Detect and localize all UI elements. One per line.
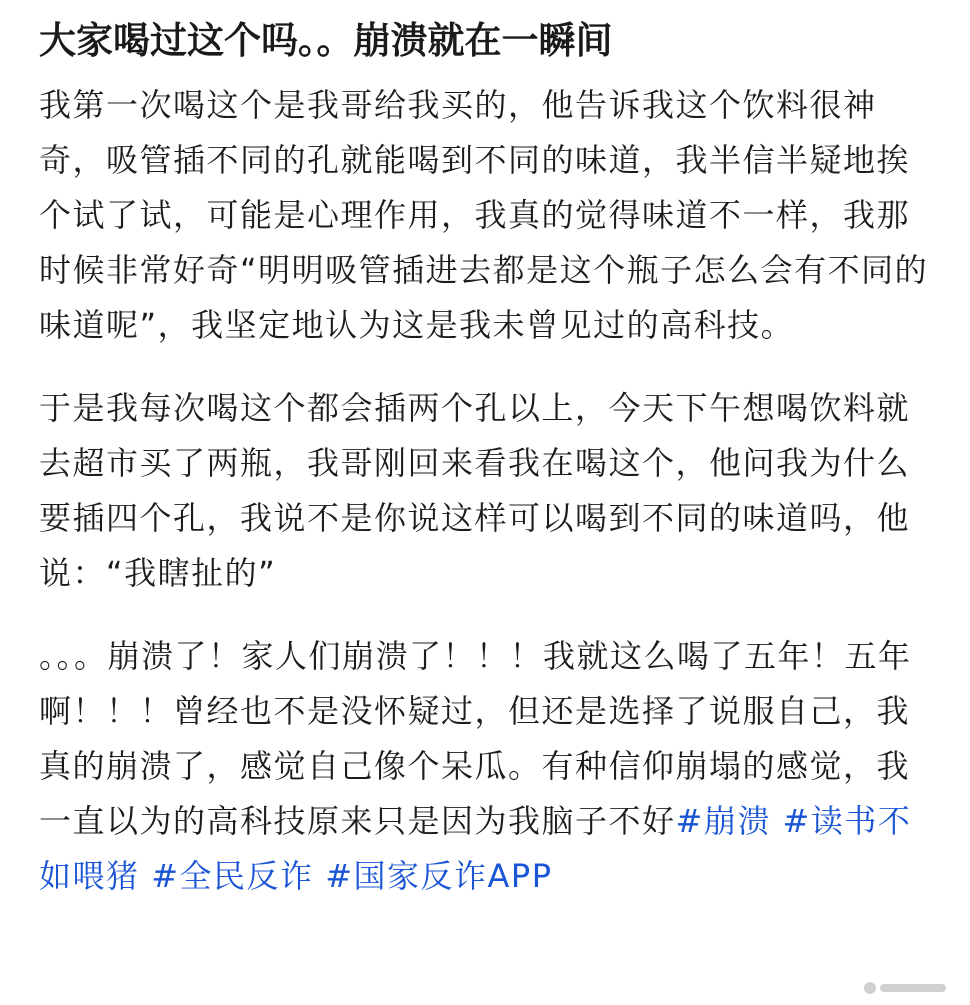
post-paragraph-3 — [39, 629, 934, 904]
hashtag-link[interactable]: #全民反诈 — [151, 857, 314, 895]
post-body — [39, 78, 934, 904]
post-paragraph-2: 于是我每次喝这个都会插两个孔以上，今天下午想喝饮料就去超市买了两瓶，我哥刚回来看我在喝这个，他问我为什么要插四个孔，我说不是你说这样可以喝到不同的味道吗，他说：“我瞎扯的” — [39, 389, 911, 592]
hashtag-link[interactable]: #国家反诈APP — [325, 857, 553, 895]
hashtag-link[interactable]: #崩溃 — [675, 802, 771, 840]
post-paragraph-1: 我第一次喝这个是我哥给我买的，他告诉我这个饮料很神奇，吸管插不同的孔就能喝到不同的味道，我半信半疑地挨个试了试，可能是心理作用，我真的觉得味道不一样，我那时候非常好奇“明明吸管插进去都是这个瓶子怎么会有不同的味道呢”，我坚定地认为这是我未曾见过的高科技。 — [39, 86, 929, 344]
post-title: 大家喝过这个吗。。崩溃就在一瞬间 — [39, 19, 613, 62]
post-container — [39, 0, 934, 904]
watermark-logo — [862, 979, 950, 997]
post-paragraph-3-text: 。。。崩溃了！家人们崩溃了！！！我就这么喝了五年！五年啊！！！曾经也不是没怀疑过，但还是选择了说服自己，我真的崩溃了，感觉自己像个呆瓜。有种信仰崩塌的感觉，我一直以为的高科技原来只是因为我脑子不好 — [39, 637, 912, 840]
hashtag-link[interactable]: #读书不如喂猪 — [39, 802, 912, 895]
